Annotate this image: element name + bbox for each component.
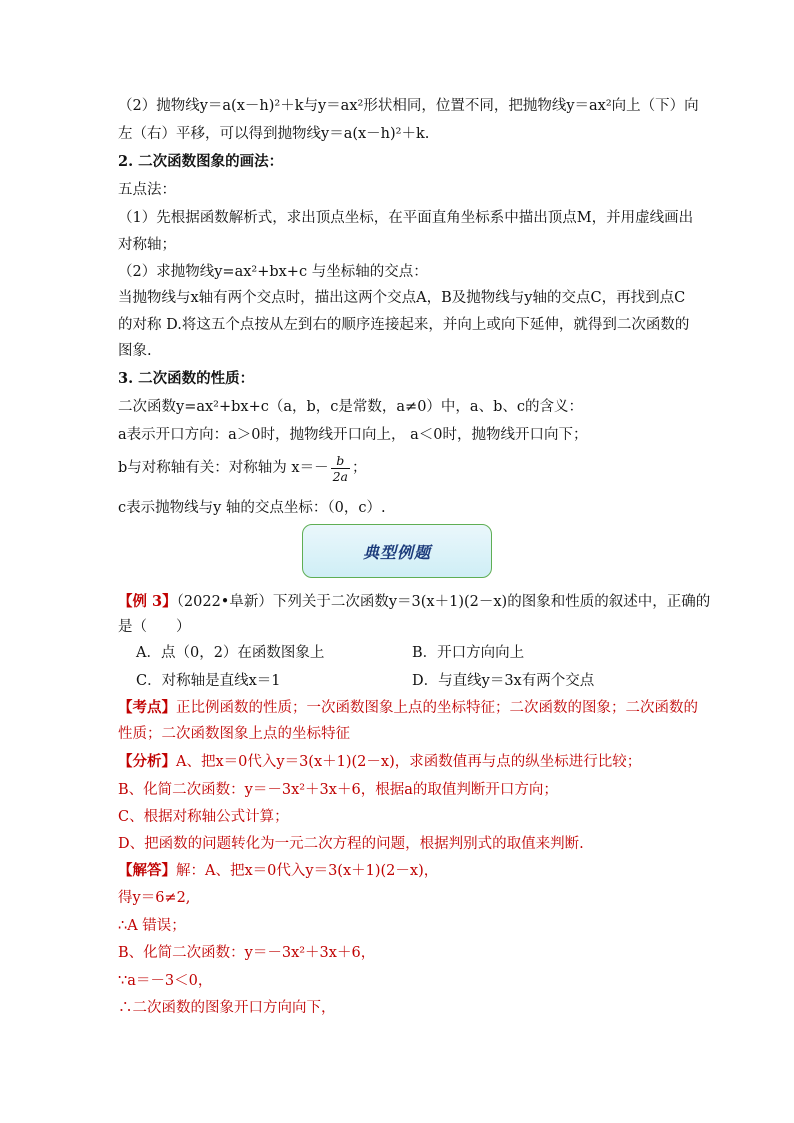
theory-line-9: 的对称 D.将这五个点按从左到右的顺序连接起来，并向上或向下延伸，就得到二次函数的 [118, 317, 690, 333]
theory-line-4: 五点法： [118, 182, 176, 198]
option-d: D．与直线y＝3x有两个交点 [412, 673, 595, 689]
kaodian-tag: 【考点】 [118, 699, 176, 716]
theory-line-2: 左（右）平移，可以得到抛物线y＝a(x－h)²＋k. [118, 126, 430, 142]
theory-line-5: （1）先根据函数解析式，求出顶点坐标，在平面直角坐标系中描出顶点M，并用虚线画出 [118, 210, 694, 226]
jieda-line-2: 得y＝6≠2, [118, 890, 191, 906]
axis-text: b与对称轴有关：对称轴为 x＝－ [118, 460, 329, 476]
jieda-line-6: ∴二次函数的图象开口方向向下， [118, 1000, 336, 1016]
theory-line-15: c表示抛物线与y 轴的交点坐标：（0，c）. [118, 500, 386, 516]
kaodian-line-2: 性质；二次函数图象上点的坐标特征 [118, 726, 350, 742]
banner-title: 典型例题 [362, 542, 431, 562]
jieda-line-3: ∴A 错误； [118, 918, 186, 934]
fenxi-line-1 [118, 752, 641, 772]
section-heading-drawing: 2. 二次函数图象的画法： [118, 153, 284, 170]
theory-line-7: （2）求抛物线y=ax²+bx+c 与坐标轴的交点： [118, 264, 428, 280]
axis-fraction [331, 453, 350, 484]
fenxi-line-2: B、化简二次函数：y＝－3x²＋3x＋6，根据a的取值判断开口方向； [118, 782, 558, 798]
theory-line-8: 当抛物线与x轴有两个交点时，描出这两个交点A，B及抛物线与y轴的交点C，再找到点C [118, 290, 686, 306]
fraction-denominator: 2a [332, 468, 348, 484]
fenxi-tag: 【分析】 [118, 753, 176, 770]
option-b: B．开口方向向上 [412, 645, 525, 661]
theory-line-10: 图象. [118, 343, 152, 359]
jieda-line-4: B、化简二次函数：y＝－3x²＋3x＋6， [118, 945, 376, 961]
fenxi-line-4: D、把函数的问题转化为一元二次方程的问题，根据判别式的取值来判断. [118, 836, 584, 852]
example-question-text: （2022•阜新）下列关于二次函数y＝3(x＋1)(2－x)的图象和性质的叙述中，正确的 [176, 594, 711, 610]
section-heading-properties: 3. 二次函数的性质： [118, 370, 255, 387]
jieda-tag: 【解答】 [118, 862, 176, 879]
theory-line-1: （2）抛物线y＝a(x－h)²＋k与y＝ax²形状相同，位置不同，把抛物线y＝ax²向上（下）向 [118, 98, 699, 114]
typical-examples-banner [302, 524, 492, 578]
fraction-numerator: b [331, 453, 350, 469]
option-a: A．点（0，2）在函数图象上 [136, 645, 325, 661]
example-tag: 【例 3】 [118, 593, 177, 610]
example-question-line-1 [118, 592, 710, 612]
kaodian-text: 正比例函数的性质；一次函数图象上点的坐标特征；二次函数的图象；二次函数的 [176, 700, 698, 716]
theory-line-6: 对称轴； [118, 237, 176, 253]
theory-line-13: a表示开口方向：a＞0时，抛物线开口向上， a＜0时，抛物线开口向下； [118, 427, 588, 443]
kaodian-line-1 [118, 698, 698, 718]
example-question-line-2: 是（ ） [118, 619, 191, 635]
fenxi-line-3: C、根据对称轴公式计算； [118, 809, 289, 825]
jieda-text: 解：A、把x＝0代入y＝3(x＋1)(2－x)， [176, 863, 439, 879]
axis-text-end: ； [351, 460, 367, 476]
option-c: C．对称轴是直线x＝1 [136, 673, 281, 689]
theory-line-14 [118, 450, 366, 486]
theory-line-12: 二次函数y=ax²+bx+c（a，b，c是常数，a≠0）中，a、b、c的含义： [118, 399, 583, 415]
jieda-line-1 [118, 861, 438, 881]
fenxi-text: A、把x＝0代入y＝3(x＋1)(2－x)，求函数值再与点的纵坐标进行比较； [176, 754, 642, 770]
jieda-line-5: ∵a＝－3＜0， [118, 973, 213, 989]
